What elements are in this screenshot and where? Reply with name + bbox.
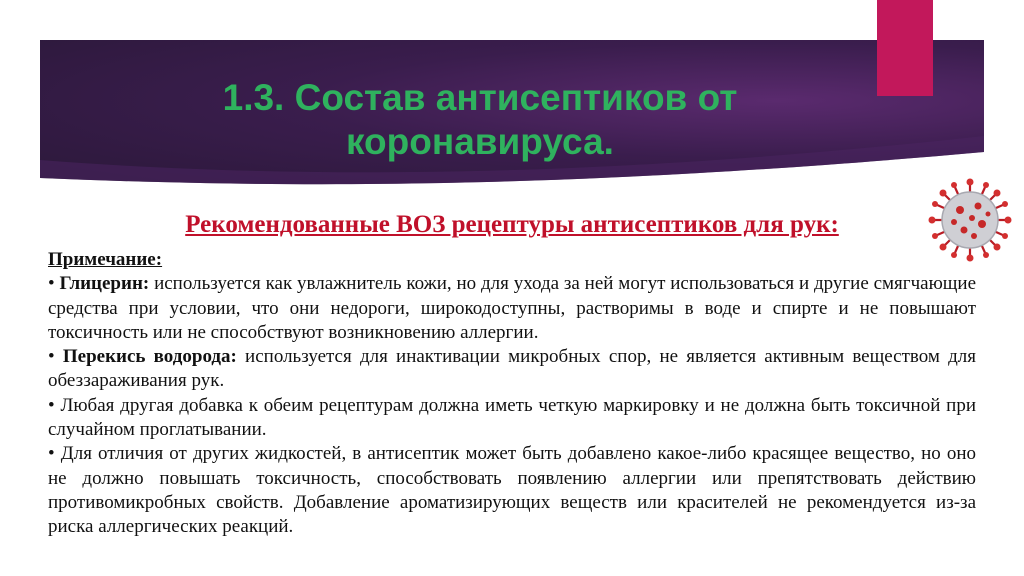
bullet: • — [48, 346, 55, 368]
accent-bar — [877, 0, 933, 96]
list-item — [48, 272, 976, 345]
note-heading: Примечание: — [48, 249, 163, 270]
page-title: 1.3. Состав антисептиков от коронавируса. — [222, 77, 738, 162]
subtitle-text: Рекомендованные ВОЗ рецептуры антисептиков для рук: — [185, 211, 839, 238]
section-subtitle — [40, 210, 984, 240]
bullet: • — [48, 443, 55, 465]
note-section — [48, 248, 976, 540]
bullet: • — [48, 273, 55, 295]
item-term: Глицерин: — [59, 273, 150, 295]
item-text: Любая другая добавка к обеим рецептурам должна иметь четкую маркировку и не должна быть токсичной при случайном проглатывании. — [48, 394, 976, 441]
item-text: используется для инактивации микробных спор, не является активным веществом для обеззараживания рук. — [48, 346, 976, 392]
bullet: • — [48, 394, 55, 416]
list-item — [48, 345, 976, 394]
item-term: Перекись водорода: — [62, 346, 237, 368]
item-text: Для отличия от других жидкостей, в антисептик может быть добавлено какое-либо красящее вещество, но оно не должно повышать токсичность, способствовать появлению аллергии или препятствовать действию противомикробных свойств. Добавление ароматизирующих веществ или красителей не рекомендуется из-за риска аллергических реакций. — [48, 443, 976, 538]
list-item — [48, 442, 976, 539]
item-text: используется как увлажнитель кожи, но для ухода за ней могут использоваться и другие смягчающие средства при условии, что они недороги, широкодоступны, растворимы в воде и спирте и не повышают токсичность или не способствуют возникновению аллергии. — [48, 273, 977, 343]
list-item — [48, 394, 976, 443]
